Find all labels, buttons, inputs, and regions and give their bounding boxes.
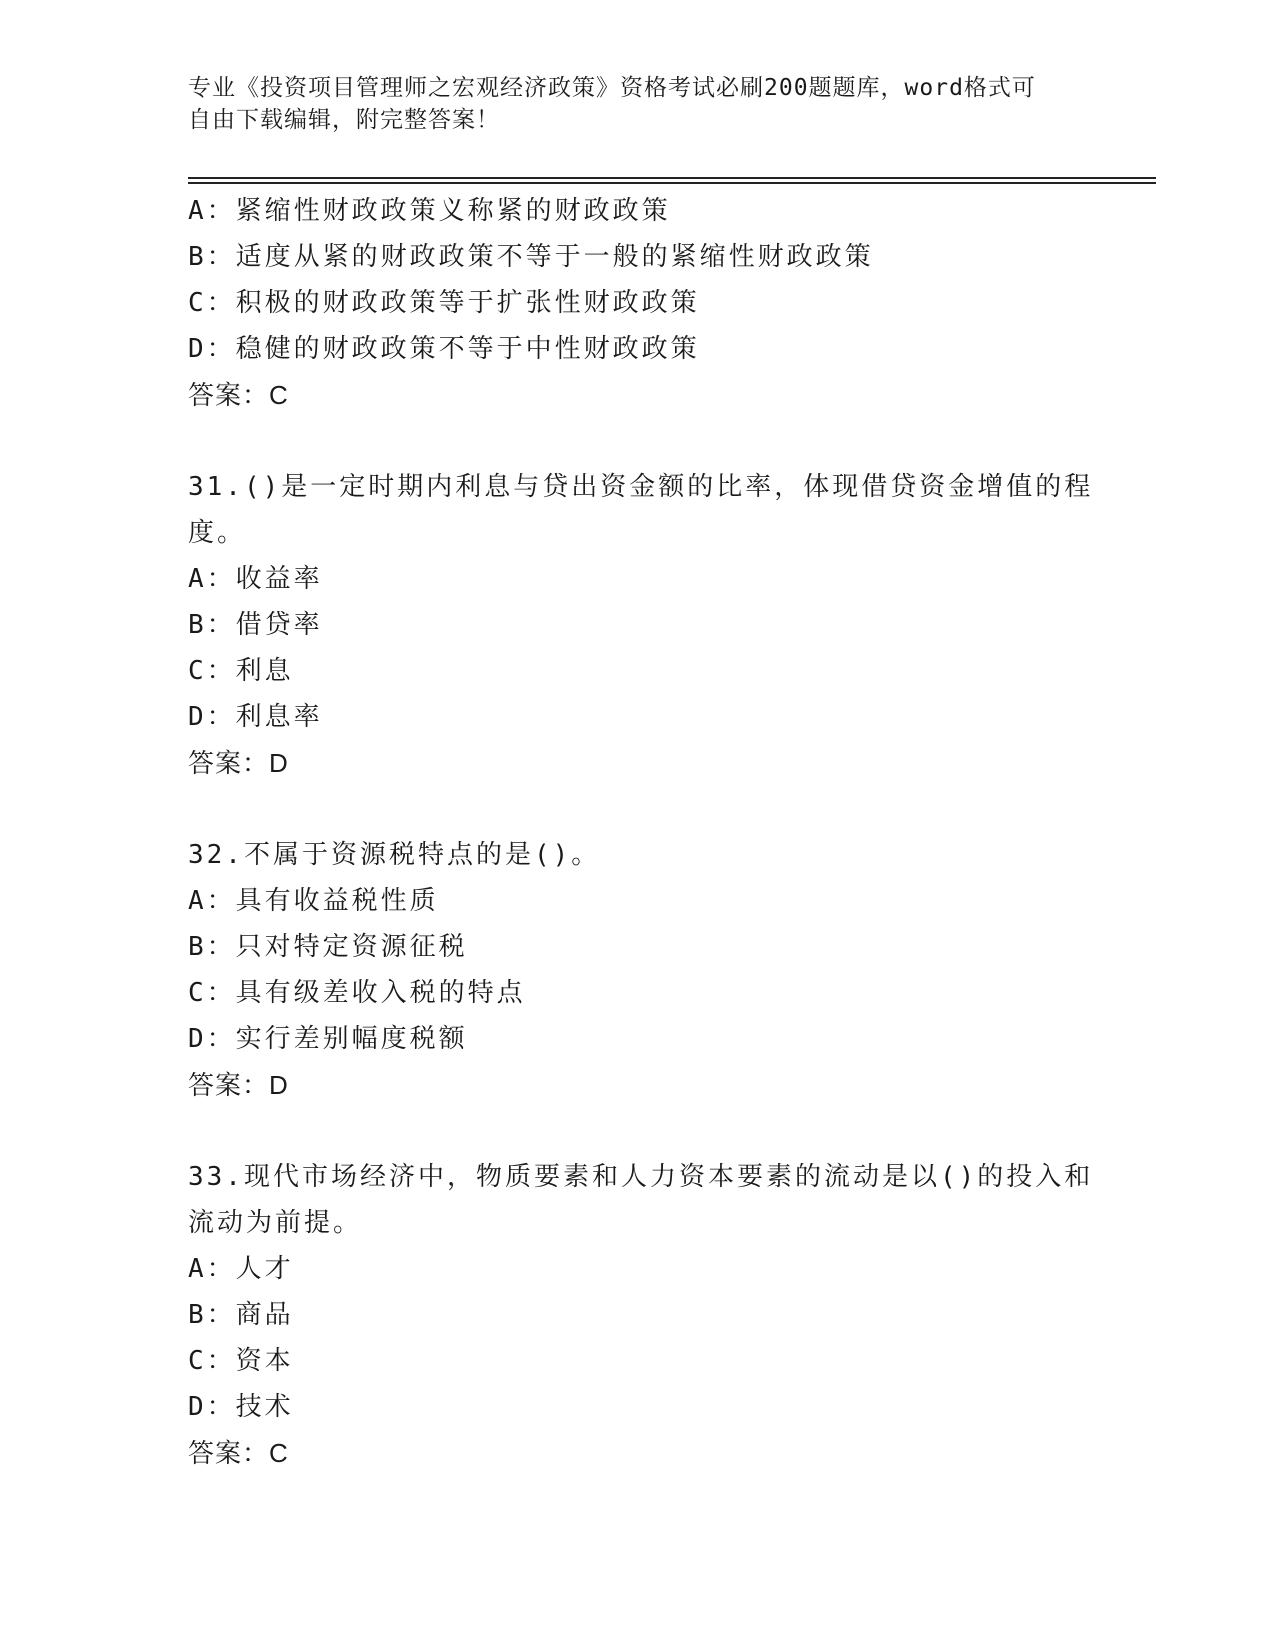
option-a: A：紧缩性财政政策义称紧的财政政策 [188,196,671,226]
question-stem-line-1: 32.不属于资源税特点的是()。 [188,840,601,870]
option-b: B：借贷率 [188,610,323,640]
option-d: D：利息率 [188,702,323,732]
option-b: B：只对特定资源征税 [188,932,468,962]
question-content [188,188,1108,1476]
option-c: C：积极的财政政策等于扩张性财政政策 [188,288,700,318]
document-header [188,72,1088,136]
answer-line: 答案：D [188,1070,289,1100]
option-c: C：资本 [188,1346,294,1376]
header-title-line-2: 自由下载编辑，附完整答案！ [188,107,500,133]
header-divider-bottom [188,182,1156,184]
option-c: C：具有级差收入税的特点 [188,978,526,1008]
question-stem-line-1: 31.()是一定时期内利息与贷出资金额的比率，体现借贷资金增值的程 [188,472,1094,502]
question-31 [188,464,1108,786]
option-c: C：利息 [188,656,294,686]
question-stem-line-1: 33.现代市场经济中，物质要素和人力资本要素的流动是以()的投入和 [188,1162,1094,1192]
option-a: A：具有收益税性质 [188,886,439,916]
question-stem-line-2: 度。 [188,518,247,548]
question-stem-line-2: 流动为前提。 [188,1208,363,1238]
option-a: A：人才 [188,1254,294,1284]
answer-line: 答案：C [188,380,289,410]
option-d: D：实行差别幅度税额 [188,1024,468,1054]
header-title-line-1: 专业《投资项目管理师之宏观经济政策》资格考试必刷200题题库，word格式可 [188,75,1036,101]
option-b: B：商品 [188,1300,294,1330]
prev-question-block [188,188,1108,418]
option-d: D：技术 [188,1392,294,1422]
answer-line: 答案：D [188,748,289,778]
header-divider-top [188,177,1156,179]
option-b: B：适度从紧的财政政策不等于一般的紧缩性财政政策 [188,242,874,272]
question-33 [188,1154,1108,1476]
option-d: D：稳健的财政政策不等于中性财政政策 [188,334,700,364]
answer-line: 答案：C [188,1438,289,1468]
question-32 [188,832,1108,1108]
option-a: A：收益率 [188,564,323,594]
